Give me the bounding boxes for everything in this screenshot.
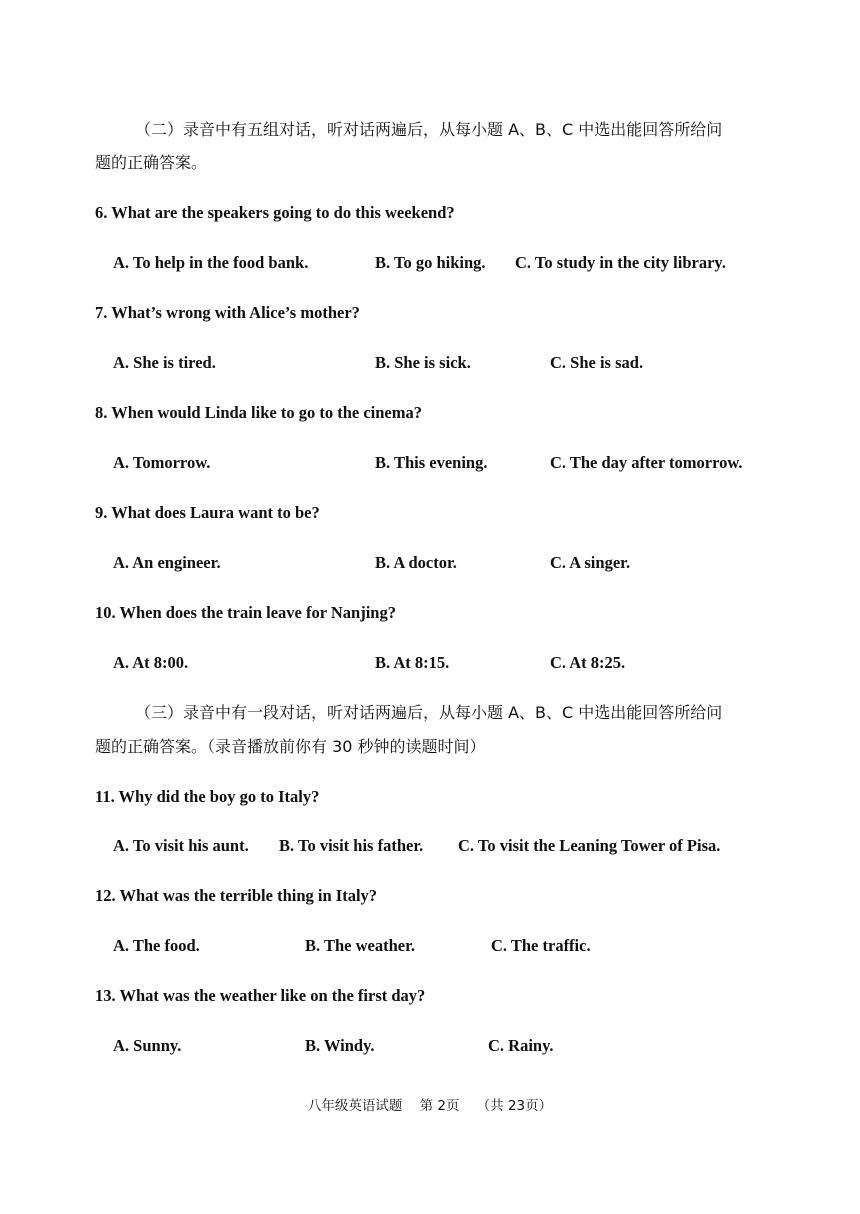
question-7-option-a: A. She is tired. bbox=[113, 353, 216, 372]
question-12-option-b: B. The weather. bbox=[305, 936, 416, 955]
question-9-option-c: C. A singer. bbox=[550, 553, 631, 572]
question-6-option-b: B. To go hiking. bbox=[375, 253, 486, 272]
section2-intro-line1: （二）录音中有五组对话，听对话两遍后，从每小题 A、B、C 中选出能回答所给问 bbox=[135, 120, 723, 139]
question-9: 9. What does Laura want to be? bbox=[95, 503, 320, 522]
question-6-option-c: C. To study in the city library. bbox=[515, 253, 726, 272]
question-10-option-c: C. At 8:25. bbox=[550, 653, 626, 672]
question-13-option-c: C. Rainy. bbox=[488, 1036, 554, 1055]
question-9-option-b: B. A doctor. bbox=[375, 553, 457, 572]
question-10-option-b: B. At 8:15. bbox=[375, 653, 450, 672]
question-13-option-a: A. Sunny. bbox=[113, 1036, 182, 1055]
question-12-option-c: C. The traffic. bbox=[491, 936, 591, 955]
question-6: 6. What are the speakers going to do this weekend? bbox=[95, 203, 455, 222]
question-11-option-a: A. To visit his aunt. bbox=[113, 836, 249, 855]
question-8: 8. When would Linda like to go to the cinema? bbox=[95, 403, 422, 422]
question-13: 13. What was the weather like on the first day? bbox=[95, 986, 426, 1005]
question-8-option-b: B. This evening. bbox=[375, 453, 488, 472]
question-7: 7. What’s wrong with Alice’s mother? bbox=[95, 303, 360, 322]
section3-intro-line2: 题的正确答案。（录音播放前你有 30 秒钟的读题时间） bbox=[95, 737, 486, 756]
question-8-option-a: A. Tomorrow. bbox=[113, 453, 211, 472]
question-12: 12. What was the terrible thing in Italy? bbox=[95, 886, 378, 905]
question-11-option-b: B. To visit his father. bbox=[279, 836, 424, 855]
question-9-option-a: A. An engineer. bbox=[113, 553, 221, 572]
question-7-option-c: C. She is sad. bbox=[550, 353, 644, 372]
page-footer: 八年级英语试题 第 2页 （共 23页） bbox=[307, 1098, 553, 1114]
question-11-option-c: C. To visit the Leaning Tower of Pisa. bbox=[458, 836, 721, 855]
section2-intro-line2: 题的正确答案。 bbox=[95, 153, 208, 172]
section3-intro-line1: （三）录音中有一段对话，听对话两遍后，从每小题 A、B、C 中选出能回答所给问 bbox=[135, 703, 723, 722]
question-12-option-a: A. The food. bbox=[113, 936, 200, 955]
question-10-option-a: A. At 8:00. bbox=[113, 653, 189, 672]
question-8-option-c: C. The day after tomorrow. bbox=[550, 453, 743, 472]
question-6-option-a: A. To help in the food bank. bbox=[113, 253, 309, 272]
question-7-option-b: B. She is sick. bbox=[375, 353, 471, 372]
question-11: 11. Why did the boy go to Italy? bbox=[95, 787, 320, 806]
question-13-option-b: B. Windy. bbox=[305, 1036, 375, 1055]
question-10: 10. When does the train leave for Nanjing? bbox=[95, 603, 396, 622]
